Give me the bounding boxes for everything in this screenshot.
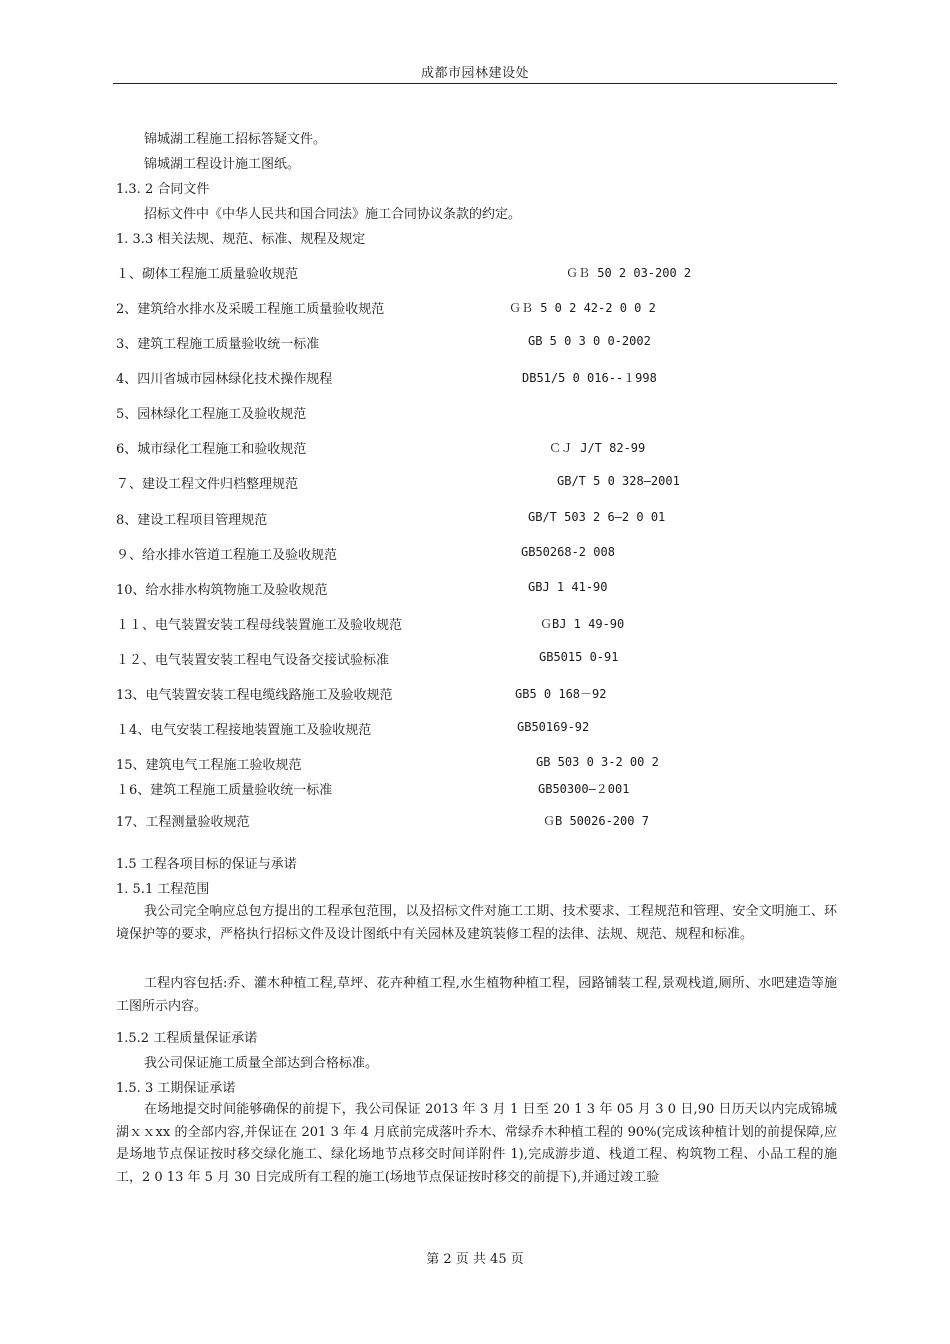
- standard-code: ＧＢ 5 0 2 42-2 0 0 2: [509, 301, 656, 315]
- standard-code: GB50268-2 008: [521, 545, 615, 559]
- section-heading: 1.5 工程各项目标的保证与承诺: [116, 857, 297, 872]
- text-line: 招标文件中《中华人民共和国合同法》施工合同协议条款的约定。: [144, 207, 522, 222]
- paragraph-content: 工程内容包括:乔、灌木种植工程,草坪、花卉种植工程,水生植物种植工程，园路铺装工程,景观栈道,厕所、水吧建造等施工图所示内容。: [116, 976, 837, 1014]
- standard-code: ＧB 50026-200 7: [543, 814, 649, 828]
- standard-code: GB 503 0 3-2 00 2: [536, 755, 659, 769]
- standard-name: １２、电气装置安装工程电气设备交接试验标准: [116, 653, 390, 668]
- paragraph-scope: 我公司完全响应总包方提出的工程承包范围，以及招标文件对施工工期、技术要求、工程规范和管理、安全文明施工、环境保护等的要求，严格执行招标文件及设计图纸中有关园林及建筑装修工程的法律、法规、规范、规程和标准。: [116, 904, 837, 942]
- standard-name: 8、建设工程项目管理规范: [116, 513, 268, 528]
- standard-name: ７、建设工程文件归档整理规范: [116, 477, 299, 492]
- standard-name: 13、电气装置安装工程电缆线路施工及验收规范: [116, 688, 393, 703]
- standard-name: １4、电气安装工程接地装置施工及验收规范: [116, 723, 372, 738]
- standard-code: GB/T 503 2 6—2 0 01: [528, 510, 666, 524]
- standard-name: 3、建筑工程施工质量验收统一标准: [116, 337, 320, 352]
- standard-code: GB50169-92: [517, 720, 590, 734]
- standard-name: １6、建筑工程施工质量验收统一标准: [116, 783, 333, 798]
- standard-code: GB 5 0 3 0 0-2002: [528, 334, 651, 348]
- standard-code: ＣＪ J/T 82-99: [549, 441, 646, 455]
- text-line: 锦城湖工程设计施工图纸。: [144, 157, 301, 172]
- standard-name: １、砌体工程施工质量验收规范: [116, 267, 299, 282]
- standard-code: GB/T 5 0 328—2001: [557, 474, 680, 488]
- standard-name: 4、四川省城市园林绿化技术操作规程: [116, 372, 333, 387]
- section-heading: 1.3. 2 合同文件: [116, 182, 210, 197]
- standard-name: １１、电气装置安装工程母线装置施工及验收规范: [116, 618, 403, 633]
- standard-code: ＧBJ 1 49-90: [540, 617, 625, 631]
- standard-name: 17、工程测量验收规范: [116, 815, 250, 830]
- standard-name: 5、园林绿化工程施工及验收规范: [116, 407, 307, 422]
- standard-name: 2、建筑给水排水及采暖工程施工质量验收规范: [116, 302, 385, 317]
- standard-code: GBJ 1 41-90: [528, 580, 608, 594]
- header-divider: [113, 83, 837, 84]
- standard-code: DB51/5 0 016--１998: [522, 371, 657, 385]
- paragraph-schedule: 在场地提交时间能够确保的前提下，我公司保证 2013 年 3 月 1 日至 20 1 3 年 05 月 3 0 日,90 日历天以内完成锦城湖ｘｘxx 的全部内容,并保证在 201 3 年 4 月底前完成落叶乔木、常绿乔木种植工程的 90%(完成该种植计划的前提保障,应是场地节点保证按时移交绿化施工、绿化场地节点移交时间详附件 1),完成游步道、栈道工程、构筑物工程、小品工程的施工，2 0 13 年 5 月 30 日完成所有工程的施工(场地节点保证按时移交的前提下),并通过竣工验: [116, 1102, 837, 1185]
- standard-code: GB50300—２001: [538, 782, 630, 796]
- section-heading: 1.5.2 工程质量保证承诺: [116, 1031, 258, 1046]
- standard-name: 15、建筑电气工程施工验收规范: [116, 758, 302, 773]
- standard-code: ＧＢ 50 2 03-200 2: [566, 266, 692, 280]
- section-heading: 1. 3.3 相关法规、规范、标准、规程及规定: [116, 232, 366, 247]
- section-heading: 1. 5.1 工程范围: [116, 882, 210, 897]
- section-heading: 1.5. 3 工期保证承诺: [116, 1081, 236, 1096]
- page-number: 第 2 页 共 45 页: [426, 1252, 524, 1267]
- standard-name: 10、给水排水构筑物施工及验收规范: [116, 583, 328, 598]
- standard-code: GB5 0 168－92: [515, 687, 607, 701]
- header-title: 成都市园林建设处: [420, 66, 529, 81]
- standard-name: 6、城市绿化工程施工和验收规范: [116, 442, 307, 457]
- standard-code: GB5015 0-91: [539, 650, 619, 664]
- standard-name: ９、给水排水管道工程施工及验收规范: [116, 548, 338, 563]
- text-line: 我公司保证施工质量全部达到合格标准。: [144, 1056, 379, 1071]
- text-line: 锦城湖工程施工招标答疑文件。: [144, 132, 327, 147]
